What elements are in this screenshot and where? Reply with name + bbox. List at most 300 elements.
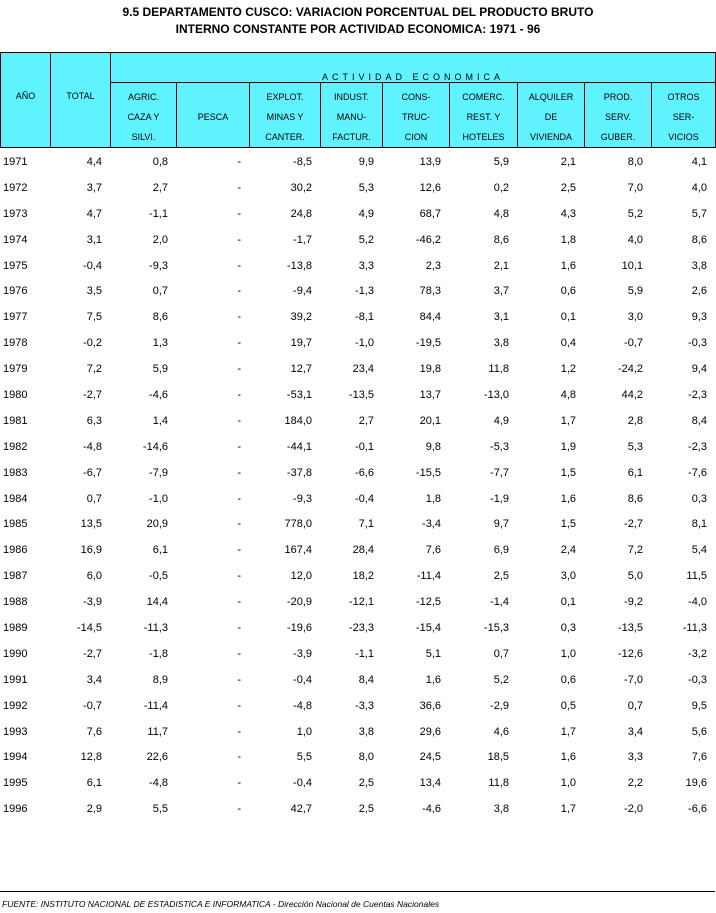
value-cell: 1,7 <box>560 803 576 816</box>
year-cell: 1971 <box>3 155 28 168</box>
value-cell: -6,6 <box>355 466 374 479</box>
header-column <box>111 83 177 148</box>
value-cell: 6,3 <box>86 414 102 427</box>
value-cell: - <box>237 414 241 427</box>
value-cell: 1,0 <box>296 725 312 738</box>
year-cell: 1982 <box>3 440 28 453</box>
value-cell: 5,0 <box>627 570 643 583</box>
value-cell: 4,1 <box>691 155 707 168</box>
value-cell: 9,9 <box>358 155 374 168</box>
value-cell: 184,0 <box>284 414 312 427</box>
year-cell: 1986 <box>3 544 28 557</box>
value-cell: -15,5 <box>415 466 441 479</box>
value-cell: -0,7 <box>83 699 102 712</box>
value-cell: -4,6 <box>422 803 441 816</box>
value-cell: -12,1 <box>348 596 374 609</box>
year-cell: 1980 <box>3 388 28 401</box>
value-cell: 5,3 <box>627 440 643 453</box>
table-row <box>0 356 715 382</box>
value-cell: -4,8 <box>293 699 312 712</box>
value-cell: -0,4 <box>83 259 102 272</box>
value-cell: -20,9 <box>286 596 312 609</box>
value-cell: 778,0 <box>284 518 312 531</box>
value-cell: 5,2 <box>493 673 509 686</box>
table-row <box>0 511 715 537</box>
value-cell: 9,3 <box>691 311 707 324</box>
value-cell: 19,8 <box>419 363 441 376</box>
value-cell: -1,0 <box>355 337 374 350</box>
value-cell: 4,8 <box>560 388 576 401</box>
value-cell: -14,5 <box>76 621 102 634</box>
value-cell: 4,9 <box>493 414 509 427</box>
value-cell: 3,7 <box>86 181 102 194</box>
value-cell: -13,0 <box>483 388 509 401</box>
value-cell: 2,3 <box>425 259 441 272</box>
value-cell: 36,6 <box>419 699 441 712</box>
value-cell: 44,2 <box>621 388 643 401</box>
year-cell: 1993 <box>3 725 28 738</box>
value-cell: - <box>237 596 241 609</box>
value-cell: - <box>237 518 241 531</box>
year-cell: 1979 <box>3 363 28 376</box>
value-cell: 7,0 <box>627 181 643 194</box>
value-cell: 6,0 <box>86 570 102 583</box>
value-cell: -2,7 <box>624 518 643 531</box>
table-row <box>0 667 715 693</box>
value-cell: 7,2 <box>627 544 643 557</box>
value-cell: 0,1 <box>560 596 576 609</box>
value-cell: - <box>237 388 241 401</box>
table-row <box>0 460 715 486</box>
value-cell: -6,7 <box>83 466 102 479</box>
value-cell: 1,6 <box>425 673 441 686</box>
value-cell: 0,6 <box>560 285 576 298</box>
value-cell: 1,8 <box>560 233 576 246</box>
data-table <box>0 149 715 822</box>
value-cell: - <box>237 337 241 350</box>
value-cell: - <box>237 803 241 816</box>
value-cell: 20,9 <box>146 518 168 531</box>
value-cell: 30,2 <box>290 181 312 194</box>
value-cell: 4,7 <box>86 207 102 220</box>
value-cell: 7,5 <box>86 311 102 324</box>
table-row <box>0 796 715 822</box>
value-cell: 5,1 <box>425 647 441 660</box>
page-subtitle: INTERNO CONSTANTE POR ACTIVIDAD ECONOMICA: 1971 - 96 <box>175 22 541 36</box>
value-cell: 14,4 <box>146 596 168 609</box>
header-column <box>652 83 716 148</box>
value-cell: 12,7 <box>290 363 312 376</box>
header-total: TOTAL <box>51 53 111 148</box>
value-cell: -1,1 <box>355 647 374 660</box>
value-cell: -11,4 <box>143 699 168 712</box>
table-row <box>0 149 715 175</box>
header-line: HOTELES <box>462 132 505 142</box>
value-cell: 78,3 <box>419 285 441 298</box>
value-cell: 11,7 <box>147 725 168 738</box>
year-cell: 1972 <box>3 181 28 194</box>
value-cell: -3,4 <box>422 518 441 531</box>
value-cell: 0,7 <box>86 492 102 505</box>
year-cell: 1973 <box>3 207 28 220</box>
value-cell: 5,7 <box>691 207 707 220</box>
year-cell: 1985 <box>3 518 28 531</box>
value-cell: 16,9 <box>80 544 102 557</box>
value-cell: 9,7 <box>493 518 509 531</box>
value-cell: 24,8 <box>290 207 312 220</box>
value-cell: 1,7 <box>560 414 576 427</box>
value-cell: -23,3 <box>348 621 374 634</box>
value-cell: 2,6 <box>691 285 707 298</box>
value-cell: 5,9 <box>152 363 168 376</box>
value-cell: -13,8 <box>286 259 312 272</box>
value-cell: -13,5 <box>348 388 374 401</box>
header-line: ALQUILER <box>528 92 574 102</box>
value-cell: 7,6 <box>691 751 707 764</box>
value-cell: 3,8 <box>493 803 509 816</box>
table-row <box>0 382 715 408</box>
value-cell: -9,3 <box>293 492 312 505</box>
value-cell: 167,4 <box>284 544 312 557</box>
value-cell: 1,0 <box>560 647 576 660</box>
value-cell: 1,9 <box>560 440 576 453</box>
year-cell: 1994 <box>3 751 28 764</box>
value-cell: 8,6 <box>152 311 168 324</box>
table-row <box>0 693 715 719</box>
value-cell: -2,3 <box>688 440 707 453</box>
source-note: FUENTE: INSTITUTO NACIONAL DE ESTADISTICA E INFORMATICA - Dirección Nacional de Cuentas Nacionales <box>2 899 440 909</box>
value-cell: -3,3 <box>355 699 374 712</box>
year-cell: 1992 <box>3 699 28 712</box>
value-cell: -2,7 <box>83 388 102 401</box>
value-cell: 5,6 <box>691 725 707 738</box>
year-cell: 1975 <box>3 259 28 272</box>
year-cell: 1988 <box>3 596 28 609</box>
value-cell: -53,1 <box>286 388 312 401</box>
value-cell: 1,6 <box>560 492 576 505</box>
value-cell: 5,5 <box>152 803 168 816</box>
value-cell: - <box>237 311 241 324</box>
value-cell: 3,5 <box>86 285 102 298</box>
header-column <box>177 83 250 148</box>
value-cell: 18,2 <box>352 570 374 583</box>
value-cell: -11,4 <box>416 570 441 583</box>
header-year: AÑO <box>1 53 51 148</box>
value-cell: 20,1 <box>419 414 441 427</box>
value-cell: 12,0 <box>290 570 312 583</box>
value-cell: 3,8 <box>358 725 374 738</box>
header-line: VICIOS <box>668 132 699 142</box>
value-cell: 3,3 <box>627 751 643 764</box>
year-cell: 1983 <box>3 466 28 479</box>
value-cell: 4,0 <box>627 233 643 246</box>
header-line: PROD. <box>603 92 633 102</box>
value-cell: 2,8 <box>627 414 643 427</box>
value-cell: -0,4 <box>355 492 374 505</box>
value-cell: -0,5 <box>149 570 168 583</box>
value-cell: -1,4 <box>490 596 509 609</box>
value-cell: 8,9 <box>152 673 168 686</box>
value-cell: 0,7 <box>627 699 643 712</box>
value-cell: - <box>237 699 241 712</box>
table-row <box>0 537 715 563</box>
value-cell: 4,3 <box>560 207 576 220</box>
year-cell: 1995 <box>3 777 28 790</box>
value-cell: -14,6 <box>142 440 168 453</box>
table-row <box>0 770 715 796</box>
value-cell: 2,5 <box>493 570 509 583</box>
table-row <box>0 589 715 615</box>
value-cell: 6,1 <box>152 544 168 557</box>
value-cell: 1,7 <box>560 725 576 738</box>
year-cell: 1974 <box>3 233 28 246</box>
value-cell: 3,1 <box>493 311 509 324</box>
header-line: INDUST. <box>333 92 369 102</box>
year-cell: 1991 <box>3 673 28 686</box>
header-line: SILVI. <box>131 132 156 142</box>
value-cell: -37,8 <box>286 466 312 479</box>
value-cell: 8,4 <box>358 673 374 686</box>
value-cell: -0,7 <box>624 337 643 350</box>
value-cell: - <box>237 777 241 790</box>
value-cell: 1,5 <box>560 518 576 531</box>
value-cell: 3,0 <box>560 570 576 583</box>
value-cell: - <box>237 181 241 194</box>
value-cell: -0,4 <box>293 673 312 686</box>
value-cell: 2,1 <box>560 155 576 168</box>
value-cell: 2,2 <box>627 777 643 790</box>
value-cell: 68,7 <box>419 207 441 220</box>
value-cell: -9,4 <box>293 285 312 298</box>
header-line <box>177 87 249 107</box>
value-cell: 3,0 <box>627 311 643 324</box>
value-cell: 2,5 <box>358 777 374 790</box>
value-cell: - <box>237 621 241 634</box>
table-row <box>0 615 715 641</box>
table-row <box>0 434 715 460</box>
value-cell: 8,6 <box>493 233 509 246</box>
value-cell: 3,1 <box>86 233 102 246</box>
value-cell: -4,6 <box>149 388 168 401</box>
value-cell: 11,8 <box>488 363 509 376</box>
value-cell: - <box>237 259 241 272</box>
value-cell: 0,3 <box>691 492 707 505</box>
value-cell: - <box>237 751 241 764</box>
value-cell: 4,4 <box>86 155 102 168</box>
value-cell: -1,1 <box>149 207 168 220</box>
value-cell: -2,9 <box>490 699 509 712</box>
value-cell: 3,7 <box>493 285 509 298</box>
value-cell: 5,2 <box>627 207 643 220</box>
value-cell: 3,8 <box>493 337 509 350</box>
table-row <box>0 744 715 770</box>
header-column <box>250 83 321 148</box>
value-cell: 42,7 <box>290 803 312 816</box>
value-cell: -0,3 <box>688 337 707 350</box>
value-cell: 8,0 <box>627 155 643 168</box>
value-cell: 5,4 <box>691 544 707 557</box>
value-cell: 4,6 <box>493 725 509 738</box>
value-cell: 2,0 <box>152 233 168 246</box>
value-cell: 4,8 <box>493 207 509 220</box>
value-cell: 8,4 <box>691 414 707 427</box>
value-cell: -4,0 <box>688 596 707 609</box>
year-cell: 1977 <box>3 311 28 324</box>
value-cell: -4,8 <box>149 777 168 790</box>
value-cell: -15,4 <box>415 621 441 634</box>
value-cell: 5,9 <box>627 285 643 298</box>
year-cell: 1996 <box>3 803 28 816</box>
year-cell: 1981 <box>3 414 28 427</box>
year-cell: 1990 <box>3 647 28 660</box>
value-cell: - <box>237 155 241 168</box>
year-cell: 1976 <box>3 285 28 298</box>
value-cell: -4,8 <box>83 440 102 453</box>
value-cell: 5,5 <box>296 751 312 764</box>
value-cell: 8,0 <box>358 751 374 764</box>
header-line: VIVIENDA <box>529 132 572 142</box>
value-cell: 1,8 <box>425 492 441 505</box>
value-cell: 11,5 <box>686 570 707 583</box>
value-cell: 8,1 <box>691 518 707 531</box>
value-cell: 0,5 <box>560 699 576 712</box>
value-cell: - <box>237 440 241 453</box>
value-cell: -46,2 <box>415 233 441 246</box>
value-cell: -1,8 <box>149 647 168 660</box>
header-line: SER- <box>672 112 695 122</box>
year-cell: 1989 <box>3 621 28 634</box>
value-cell: 0,7 <box>152 285 168 298</box>
header-line: CONS- <box>401 92 431 102</box>
value-cell: 2,7 <box>358 414 374 427</box>
value-cell: 13,4 <box>419 777 441 790</box>
value-cell: 9,5 <box>691 699 707 712</box>
value-cell: 5,2 <box>358 233 374 246</box>
value-cell: 6,9 <box>493 544 509 557</box>
value-cell: 2,1 <box>493 259 509 272</box>
value-cell: - <box>237 725 241 738</box>
value-cell: 1,3 <box>152 337 168 350</box>
table-row <box>0 175 715 201</box>
header-line: MINAS Y <box>266 112 304 122</box>
value-cell: -7,0 <box>624 673 643 686</box>
value-cell: -1,3 <box>355 285 374 298</box>
header-line: OTROS <box>667 92 700 102</box>
value-cell: 2,5 <box>560 181 576 194</box>
value-cell: - <box>237 673 241 686</box>
value-cell: 12,6 <box>419 181 441 194</box>
value-cell: 19,6 <box>685 777 707 790</box>
value-cell: 6,1 <box>627 466 643 479</box>
value-cell: 9,4 <box>691 363 707 376</box>
value-cell: 1,5 <box>560 466 576 479</box>
value-cell: -9,2 <box>624 596 643 609</box>
value-cell: 18,5 <box>487 751 509 764</box>
table-row <box>0 278 715 304</box>
value-cell: 1,6 <box>560 259 576 272</box>
value-cell: -44,1 <box>286 440 312 453</box>
value-cell: -0,2 <box>83 337 102 350</box>
value-cell: 0,1 <box>560 311 576 324</box>
value-cell: 0,4 <box>560 337 576 350</box>
value-cell: -15,3 <box>483 621 509 634</box>
table-row <box>0 719 715 745</box>
value-cell: -7,7 <box>490 466 509 479</box>
value-cell: -1,9 <box>490 492 509 505</box>
header-line: MANU- <box>336 112 367 122</box>
value-cell: 12,8 <box>80 751 102 764</box>
value-cell: 3,4 <box>627 725 643 738</box>
value-cell: -6,6 <box>688 803 707 816</box>
value-cell: 22,6 <box>146 751 168 764</box>
header-line: CAZA Y <box>127 112 160 122</box>
value-cell: - <box>237 570 241 583</box>
value-cell: -11,3 <box>143 621 168 634</box>
header-column <box>450 83 518 148</box>
value-cell: -8,5 <box>293 155 312 168</box>
value-cell: -11,3 <box>682 621 707 634</box>
header-line: SERV. <box>604 112 632 122</box>
value-cell: 1,6 <box>560 751 576 764</box>
value-cell: -12,6 <box>617 647 643 660</box>
header-line: EXPLOT. <box>266 92 304 102</box>
value-cell: 0,2 <box>493 181 509 194</box>
header-line: PESCA <box>197 112 229 122</box>
value-cell: -7,6 <box>688 466 707 479</box>
value-cell: - <box>237 466 241 479</box>
value-cell: 13,7 <box>419 388 441 401</box>
value-cell: 7,6 <box>86 725 102 738</box>
header-group: ACTIVIDAD ECONOMICA <box>111 53 716 83</box>
header-column <box>383 83 450 148</box>
table-row <box>0 201 715 227</box>
value-cell: 0,6 <box>560 673 576 686</box>
table-row <box>0 304 715 330</box>
value-cell: 2,5 <box>358 803 374 816</box>
value-cell: 0,8 <box>152 155 168 168</box>
value-cell: 11,8 <box>488 777 509 790</box>
value-cell: 19,7 <box>290 337 312 350</box>
value-cell: 29,6 <box>419 725 441 738</box>
value-cell: 2,7 <box>152 181 168 194</box>
value-cell: -7,9 <box>149 466 168 479</box>
table-row <box>0 641 715 667</box>
value-cell: -5,3 <box>490 440 509 453</box>
value-cell: - <box>237 363 241 376</box>
value-cell: -8,1 <box>355 311 374 324</box>
header-column <box>518 83 585 148</box>
header-line: AGRIC. <box>127 92 159 102</box>
table-row <box>0 227 715 253</box>
value-cell: 24,5 <box>419 751 441 764</box>
value-cell: 7,2 <box>86 363 102 376</box>
value-cell: 8,6 <box>691 233 707 246</box>
header-line: DE <box>544 112 558 122</box>
header-line: TRUC- <box>402 112 430 122</box>
year-cell: 1984 <box>3 492 28 505</box>
value-cell: 23,4 <box>352 363 374 376</box>
value-cell: -2,0 <box>624 803 643 816</box>
header-column <box>585 83 652 148</box>
value-cell: 5,3 <box>358 181 374 194</box>
value-cell: 0,7 <box>493 647 509 660</box>
year-cell: 1978 <box>3 337 28 350</box>
value-cell: 4,9 <box>358 207 374 220</box>
value-cell: 2,9 <box>86 803 102 816</box>
table-row <box>0 486 715 512</box>
value-cell: 1,4 <box>152 414 168 427</box>
value-cell: -3,9 <box>83 596 102 609</box>
